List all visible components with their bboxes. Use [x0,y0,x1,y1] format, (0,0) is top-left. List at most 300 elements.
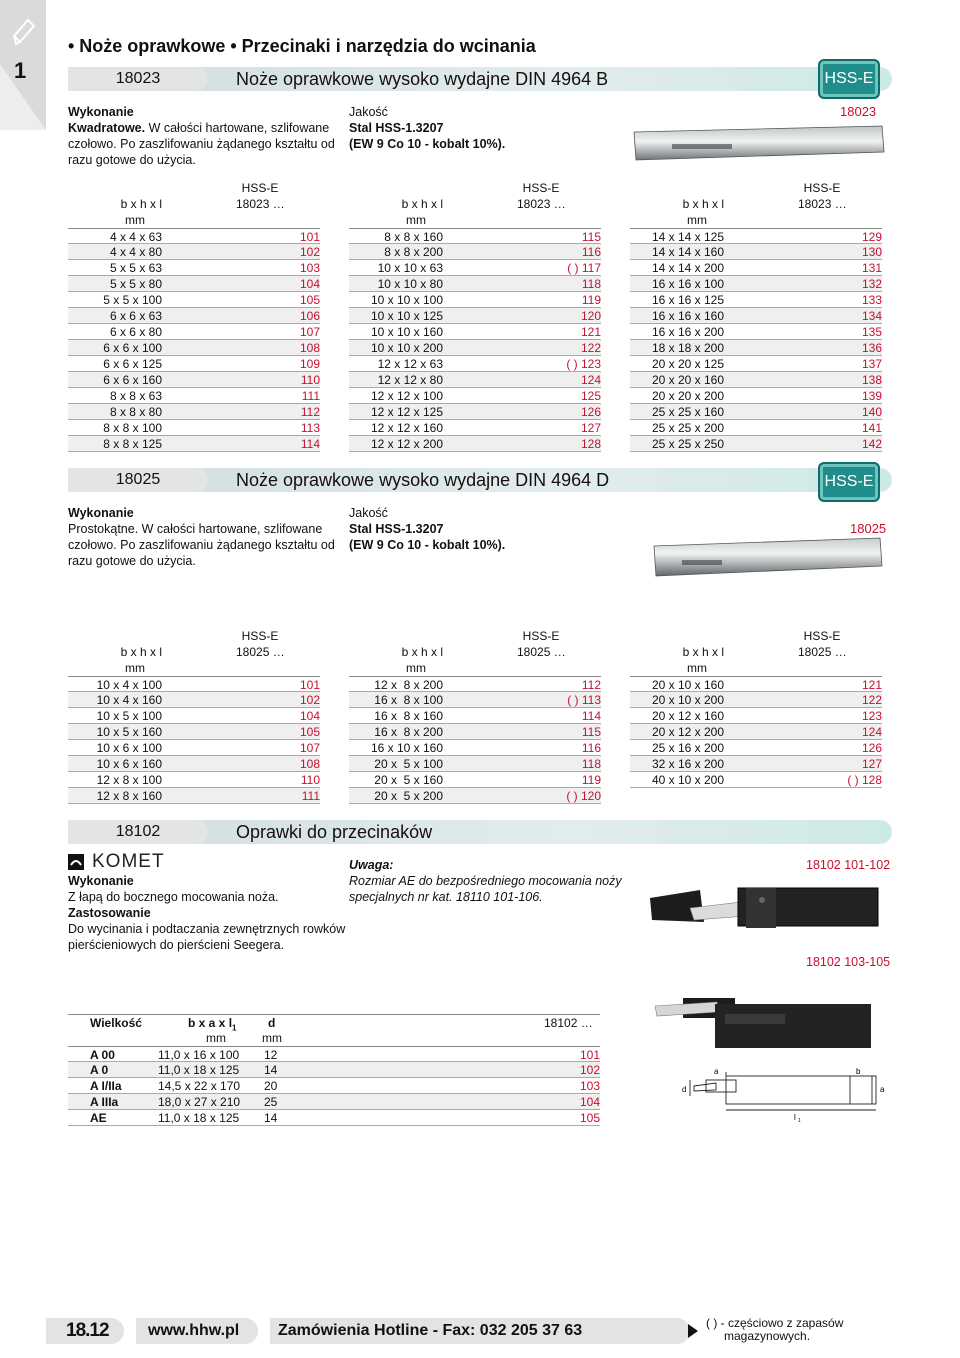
hss-e-badge: HSS-E [818,59,880,99]
code-cell: 118 [581,277,601,291]
size-cell: 12 x 8 x 200 [374,678,443,692]
size-cell: 20 x 10 x 200 [651,693,724,707]
size-cell: 12 x 12 x 200 [370,437,443,451]
table-row [349,276,601,292]
size-cell: 12 x 12 x 100 [370,389,443,403]
size-table-header [349,644,601,660]
size-cell: 32 x 16 x 200 [651,757,724,771]
size-cell: 6 x 6 x 100 [103,341,162,355]
size-cell: 40 x 10 x 200 [651,773,724,787]
unit-mm: mm [406,661,426,675]
photo-code-b: 18102 103-105 [806,955,891,969]
table-row [349,676,601,692]
section-code: 18102 [68,820,208,844]
table-row [68,340,320,356]
size-table-hss-row [349,628,601,644]
photo-code-a: 18102 101-102 [806,858,891,872]
size-cell: 8 x 8 x 63 [109,389,162,403]
code-cell: 110 [300,373,320,387]
chapter-number: 1 [14,58,27,83]
code-cell: 114 [581,709,601,723]
wykonanie-desc: W całości hartowane, szlifowane [145,121,330,135]
code-cell: ( ) 128 [847,773,882,787]
table-row [349,772,601,788]
table-row [630,740,882,756]
table-row [68,1062,600,1078]
wykonanie-line-2: czołowo. Po zaszlifowaniu żądanego kształtu od [68,137,335,151]
wykonanie-kind: Kwadratowe. [68,121,146,135]
size-cell: 20 x 20 x 125 [651,357,724,371]
dim-b: b [856,1067,861,1076]
table-row [630,692,882,708]
size-cell: 20 x 20 x 200 [651,389,724,403]
size-table-unit [68,660,320,676]
size-table [630,180,882,452]
size-cell: 16 x 8 x 200 [374,725,443,739]
code-cell: ( ) 117 [567,261,601,275]
code-cell: 113 [300,421,320,435]
table-row [68,292,320,308]
size-cell: 20 x 5 x 160 [374,773,443,787]
size-cell: 8 x 8 x 200 [384,245,443,259]
wykonanie-line-2: czołowo. Po zaszlifowaniu żądanego kształtu od [68,538,335,552]
size-cell: 14 x 14 x 200 [651,261,724,275]
wykonanie-label: Wykonanie [68,105,134,119]
size-cell: 20 x 12 x 200 [651,725,724,739]
col-dims-label: b x a x l [188,1016,233,1030]
size-cell: 8 x 8 x 160 [384,230,443,244]
col-size: b x h x l [401,645,443,659]
code-cell: ( ) 123 [566,357,601,371]
size-cell: 6 x 6 x 160 [103,373,162,387]
code-cell: 126 [580,405,601,419]
code-cell: 102 [299,693,320,707]
size-table-hss-row [68,180,320,196]
code-cell: 129 [861,230,882,244]
size-cell: 5 x 5 x 100 [103,293,162,307]
size-table-unit [630,212,882,228]
code-cell: 126 [861,741,882,755]
zastosowanie-line-1: Do wycinania i podtaczania zewnętrznych rowków [68,922,346,936]
code-cell: 134 [861,309,882,323]
size-cell: AE [90,1111,107,1125]
table-row [630,292,882,308]
code-cell: 116 [581,245,601,259]
size-cell: 10 x 10 x 100 [370,293,443,307]
size-cell: 10 x 6 x 160 [96,757,162,771]
wykonanie-line-1 [68,120,329,136]
table-row [630,228,882,244]
unit-mm: mm [406,213,426,227]
code-cell: 127 [580,421,601,435]
code-cell: 115 [581,725,601,739]
size-cell: 8 x 8 x 80 [109,405,162,419]
table-row [630,436,882,452]
table-row [68,772,320,788]
code-cell: ( ) 113 [567,693,601,707]
table-row [68,756,320,772]
table-row [68,1078,600,1094]
table-row [68,324,320,340]
code-cell: 108 [299,341,320,355]
table-row [68,404,320,420]
code-cell: 104 [299,709,320,723]
size-cell: 5 x 5 x 80 [109,277,162,291]
table-row [349,692,601,708]
col-size: b x h x l [682,645,724,659]
uwaga-line-2: specjalnych nr kat. 18110 101-106. [349,890,543,904]
jakosc-label: Jakość [349,506,388,520]
code-cell: 105 [299,725,320,739]
size-cell: A I/IIa [90,1079,122,1093]
code-cell: 132 [861,277,882,291]
size-cell: 8 x 8 x 125 [103,437,162,451]
table-row [630,708,882,724]
table-row [68,788,320,804]
size-cell: 6 x 6 x 63 [109,309,162,323]
size-cell: 12 x 12 x 160 [370,421,443,435]
komet-logo-text: KOMET [92,851,165,872]
col-size: b x h x l [120,197,162,211]
table-row [630,276,882,292]
page-heading: • Noże oprawkowe • Przecinaki i narzędzia do wcinania [68,36,536,56]
code-cell: 105 [579,1111,600,1125]
wykonanie-label: Wykonanie [68,506,134,520]
table-row [68,276,320,292]
size-cell: A IIIa [90,1095,119,1109]
table-row [349,244,601,260]
code-cell: 119 [581,293,601,307]
code-cell: 122 [861,693,882,707]
size-table [68,628,320,804]
jakosc-line-2: (EW 9 Co 10 - kobalt 10%). [349,137,506,151]
size-cell: 12 x 8 x 100 [96,773,162,787]
size-cell: 12 x 8 x 160 [96,789,162,803]
code-cell: 121 [861,678,882,692]
code-cell: 136 [861,341,882,355]
size-cell: 16 x 16 x 200 [651,325,724,339]
table-row [349,340,601,356]
zastosowanie-label: Zastosowanie [68,906,151,920]
table-row [630,404,882,420]
code-cell: 104 [299,277,320,291]
code-cell: 107 [299,325,320,339]
hss-label: HSS-E [803,181,841,195]
table-row [68,308,320,324]
unit-mm: mm [125,213,145,227]
table-row [349,228,601,244]
code-cell: 141 [861,421,882,435]
holder-dimension-diagram [676,1066,888,1124]
hss-label: HSS-E [241,181,279,195]
table-row [349,756,601,772]
size-table [349,628,601,804]
col-code: 18102 … [544,1016,593,1030]
size-table-unit [68,212,320,228]
code-cell: 108 [299,757,320,771]
col-code: 18025 … [798,645,847,659]
hss-label: HSS-E [803,629,841,643]
code-cell: 111 [301,789,320,803]
code-cell: 124 [861,725,882,739]
dims-cell: 11,0 x 16 x 100 [158,1048,240,1062]
size-cell: 8 x 8 x 100 [103,421,162,435]
footer-hotline: Zamówienia Hotline - Fax: 032 205 37 63 [278,1322,583,1339]
code-cell: ( ) 120 [566,789,601,803]
size-cell: 25 x 16 x 200 [651,741,724,755]
size-cell: 10 x 4 x 100 [96,678,162,692]
size-cell: 4 x 4 x 80 [109,245,162,259]
size-table-unit [349,660,601,676]
unit-mm: mm [125,661,145,675]
hss-label: HSS-E [522,629,560,643]
size-cell: 10 x 5 x 160 [96,725,162,739]
table-row [630,340,882,356]
table-row [349,740,601,756]
size-table-hss-row [630,628,882,644]
size-table-hss-row [68,628,320,644]
hss-label: HSS-E [241,629,279,643]
table-row [68,244,320,260]
table-row [68,1110,600,1126]
code-cell: 140 [861,405,882,419]
size-cell: A 0 [90,1063,109,1077]
code-cell: 137 [861,357,882,371]
dims-cell: 18,0 x 27 x 210 [158,1095,241,1109]
col-code: 18025 … [236,645,285,659]
table-row [349,324,601,340]
size-cell: 10 x 10 x 125 [370,309,443,323]
table-row [68,1094,600,1110]
code-cell: 142 [861,437,882,451]
table-row [630,772,882,788]
dim-l-sub: 1 [798,1118,801,1124]
col-size: b x h x l [682,197,724,211]
size-cell: 18 x 18 x 200 [651,341,724,355]
triangle-marker-icon [688,1324,698,1338]
table-row [630,324,882,340]
size-cell: 16 x 16 x 160 [651,309,724,323]
size-cell: 16 x 16 x 125 [651,293,724,307]
dim-d: d [682,1085,687,1094]
code-cell: 125 [580,389,601,403]
size-cell: 20 x 20 x 160 [651,373,724,387]
col-wielkosc: Wielkość [90,1016,142,1030]
size-cell: 16 x 16 x 100 [651,277,724,291]
table-row [349,308,601,324]
section-header-18023 [68,67,892,91]
section-code: 18023 [68,67,208,91]
table-row [349,372,601,388]
table-row [68,708,320,724]
table-row [349,292,601,308]
d-cell: 20 [264,1079,278,1093]
table-row [630,420,882,436]
code-cell: 103 [579,1079,600,1093]
table-row [68,436,320,452]
dim-a-side: a [880,1085,885,1094]
size-table [68,180,320,452]
pencil-icon [8,16,38,48]
photo-code: 18025 [850,521,887,536]
footer-url[interactable]: www.hhw.pl [148,1322,240,1339]
col-code: 18023 … [517,197,566,211]
unit-d: mm [262,1031,282,1045]
size-table-unit [630,660,882,676]
col-code: 18025 … [517,645,566,659]
col-dims-sub: 1 [232,1023,237,1033]
jakosc-line-1: Stal HSS-1.3207 [349,522,444,536]
size-table-header [349,196,601,212]
size-cell: 14 x 14 x 160 [651,245,724,259]
section-title: Noże oprawkowe wysoko wydajne DIN 4964 D [236,470,610,490]
code-cell: 121 [580,325,601,339]
size-cell: 25 x 25 x 250 [651,437,724,451]
table-row [349,404,601,420]
size-cell: 25 x 25 x 200 [651,421,724,435]
size-cell: 10 x 10 x 80 [377,277,443,291]
jakosc-line-1: Stal HSS-1.3207 [349,121,444,135]
jakosc-line-2: (EW 9 Co 10 - kobalt 10%). [349,538,506,552]
col-size: b x h x l [120,645,162,659]
uwaga-line-1: Rozmiar AE do bezpośredniego mocowania noży [349,874,622,888]
wykonanie-line-3: razu gotowe do użycia. [68,554,196,568]
uwaga-label: Uwaga: [349,858,394,872]
holder-table-header [68,1014,600,1033]
d-cell: 25 [264,1095,278,1109]
code-cell: 128 [580,437,601,451]
code-cell: 116 [581,741,601,755]
wykonanie-line-3: razu gotowe do użycia. [68,153,196,167]
size-cell: 10 x 10 x 200 [370,341,443,355]
size-cell: 20 x 5 x 100 [374,757,443,771]
table-row [68,420,320,436]
code-cell: 118 [581,757,601,771]
table-row [630,756,882,772]
table-row [68,1046,600,1062]
code-cell: 139 [861,389,882,403]
code-cell: 106 [299,309,320,323]
dims-cell: 11,0 x 18 x 125 [158,1063,240,1077]
size-table-header [630,644,882,660]
size-table-header [68,196,320,212]
table-row [630,372,882,388]
footer-page-number: 18.12 [66,1320,109,1341]
code-cell: 102 [579,1063,600,1077]
jakosc-label: Jakość [349,105,388,119]
size-cell: 6 x 6 x 80 [109,325,162,339]
footer-note-line-1: ( ) - częściowo z zapasów [706,1316,844,1330]
size-cell: 12 x 12 x 125 [370,405,443,419]
table-row [349,436,601,452]
wykonanie-line-1: Prostokątne. W całości hartowane, szlifowane [68,522,323,536]
table-row [630,676,882,692]
footer-note-line-2: magazynowych. [724,1329,811,1343]
size-cell: 20 x 12 x 160 [651,709,724,723]
table-row [68,388,320,404]
section-header-18102 [68,820,892,844]
size-cell: A 00 [90,1048,115,1062]
table-row [68,740,320,756]
code-cell: 114 [300,437,320,451]
holder-table-units [68,1030,600,1046]
col-size: b x h x l [401,197,443,211]
code-cell: 112 [300,405,320,419]
table-row [349,788,601,804]
size-cell: 10 x 4 x 160 [96,693,162,707]
table-row [630,244,882,260]
col-code: 18023 … [236,197,285,211]
size-cell: 16 x 8 x 160 [374,709,443,723]
table-row [68,372,320,388]
code-cell: 124 [580,373,601,387]
col-code: 18023 … [798,197,847,211]
code-cell: 107 [299,741,320,755]
size-cell: 10 x 6 x 100 [96,741,162,755]
table-row [68,260,320,276]
size-cell: 20 x 5 x 200 [374,789,443,803]
size-cell: 14 x 14 x 125 [651,230,724,244]
table-row [68,676,320,692]
dim-a: a [714,1067,719,1076]
wykonanie-line-1: Z łapą do bocznego mocowania noża. [68,890,279,904]
code-cell: 135 [861,325,882,339]
table-row [630,356,882,372]
table-row [349,388,601,404]
size-cell: 6 x 6 x 125 [103,357,162,371]
size-cell: 10 x 10 x 63 [377,261,443,275]
komet-logo-mark [68,854,84,870]
d-cell: 14 [264,1111,278,1125]
holder-photo-straight [650,880,884,938]
table-row [68,724,320,740]
size-table [349,180,601,452]
zastosowanie-line-2: pierścieniowych do pierścieni Seegera. [68,938,285,952]
dims-cell: 11,0 x 18 x 125 [158,1111,240,1125]
holder-table [68,1014,600,1126]
size-table-hss-row [630,180,882,196]
size-cell: 25 x 25 x 160 [651,405,724,419]
code-cell: 119 [581,773,601,787]
table-row [349,356,601,372]
section-code: 18025 [68,468,208,492]
code-cell: 101 [299,230,320,244]
size-cell: 10 x 10 x 160 [370,325,443,339]
unit-mm: mm [687,213,707,227]
size-table-unit [349,212,601,228]
photo-code: 18023 [840,104,877,119]
code-cell: 110 [300,773,320,787]
table-row [349,724,601,740]
hss-label: HSS-E [522,181,560,195]
komet-logo [68,852,165,872]
table-row [68,356,320,372]
d-cell: 14 [264,1063,278,1077]
code-cell: 101 [579,1048,600,1062]
code-cell: 123 [861,709,882,723]
col-d: d [268,1016,276,1030]
table-row [630,724,882,740]
table-row [630,308,882,324]
size-table-hss-row [349,180,601,196]
code-cell: 131 [861,261,882,275]
code-cell: 102 [299,245,320,259]
code-cell: 127 [861,757,882,771]
code-cell: 112 [581,678,601,692]
dim-l: l [794,1113,796,1122]
size-table-header [68,644,320,660]
holder-photo-offset [655,978,875,1064]
